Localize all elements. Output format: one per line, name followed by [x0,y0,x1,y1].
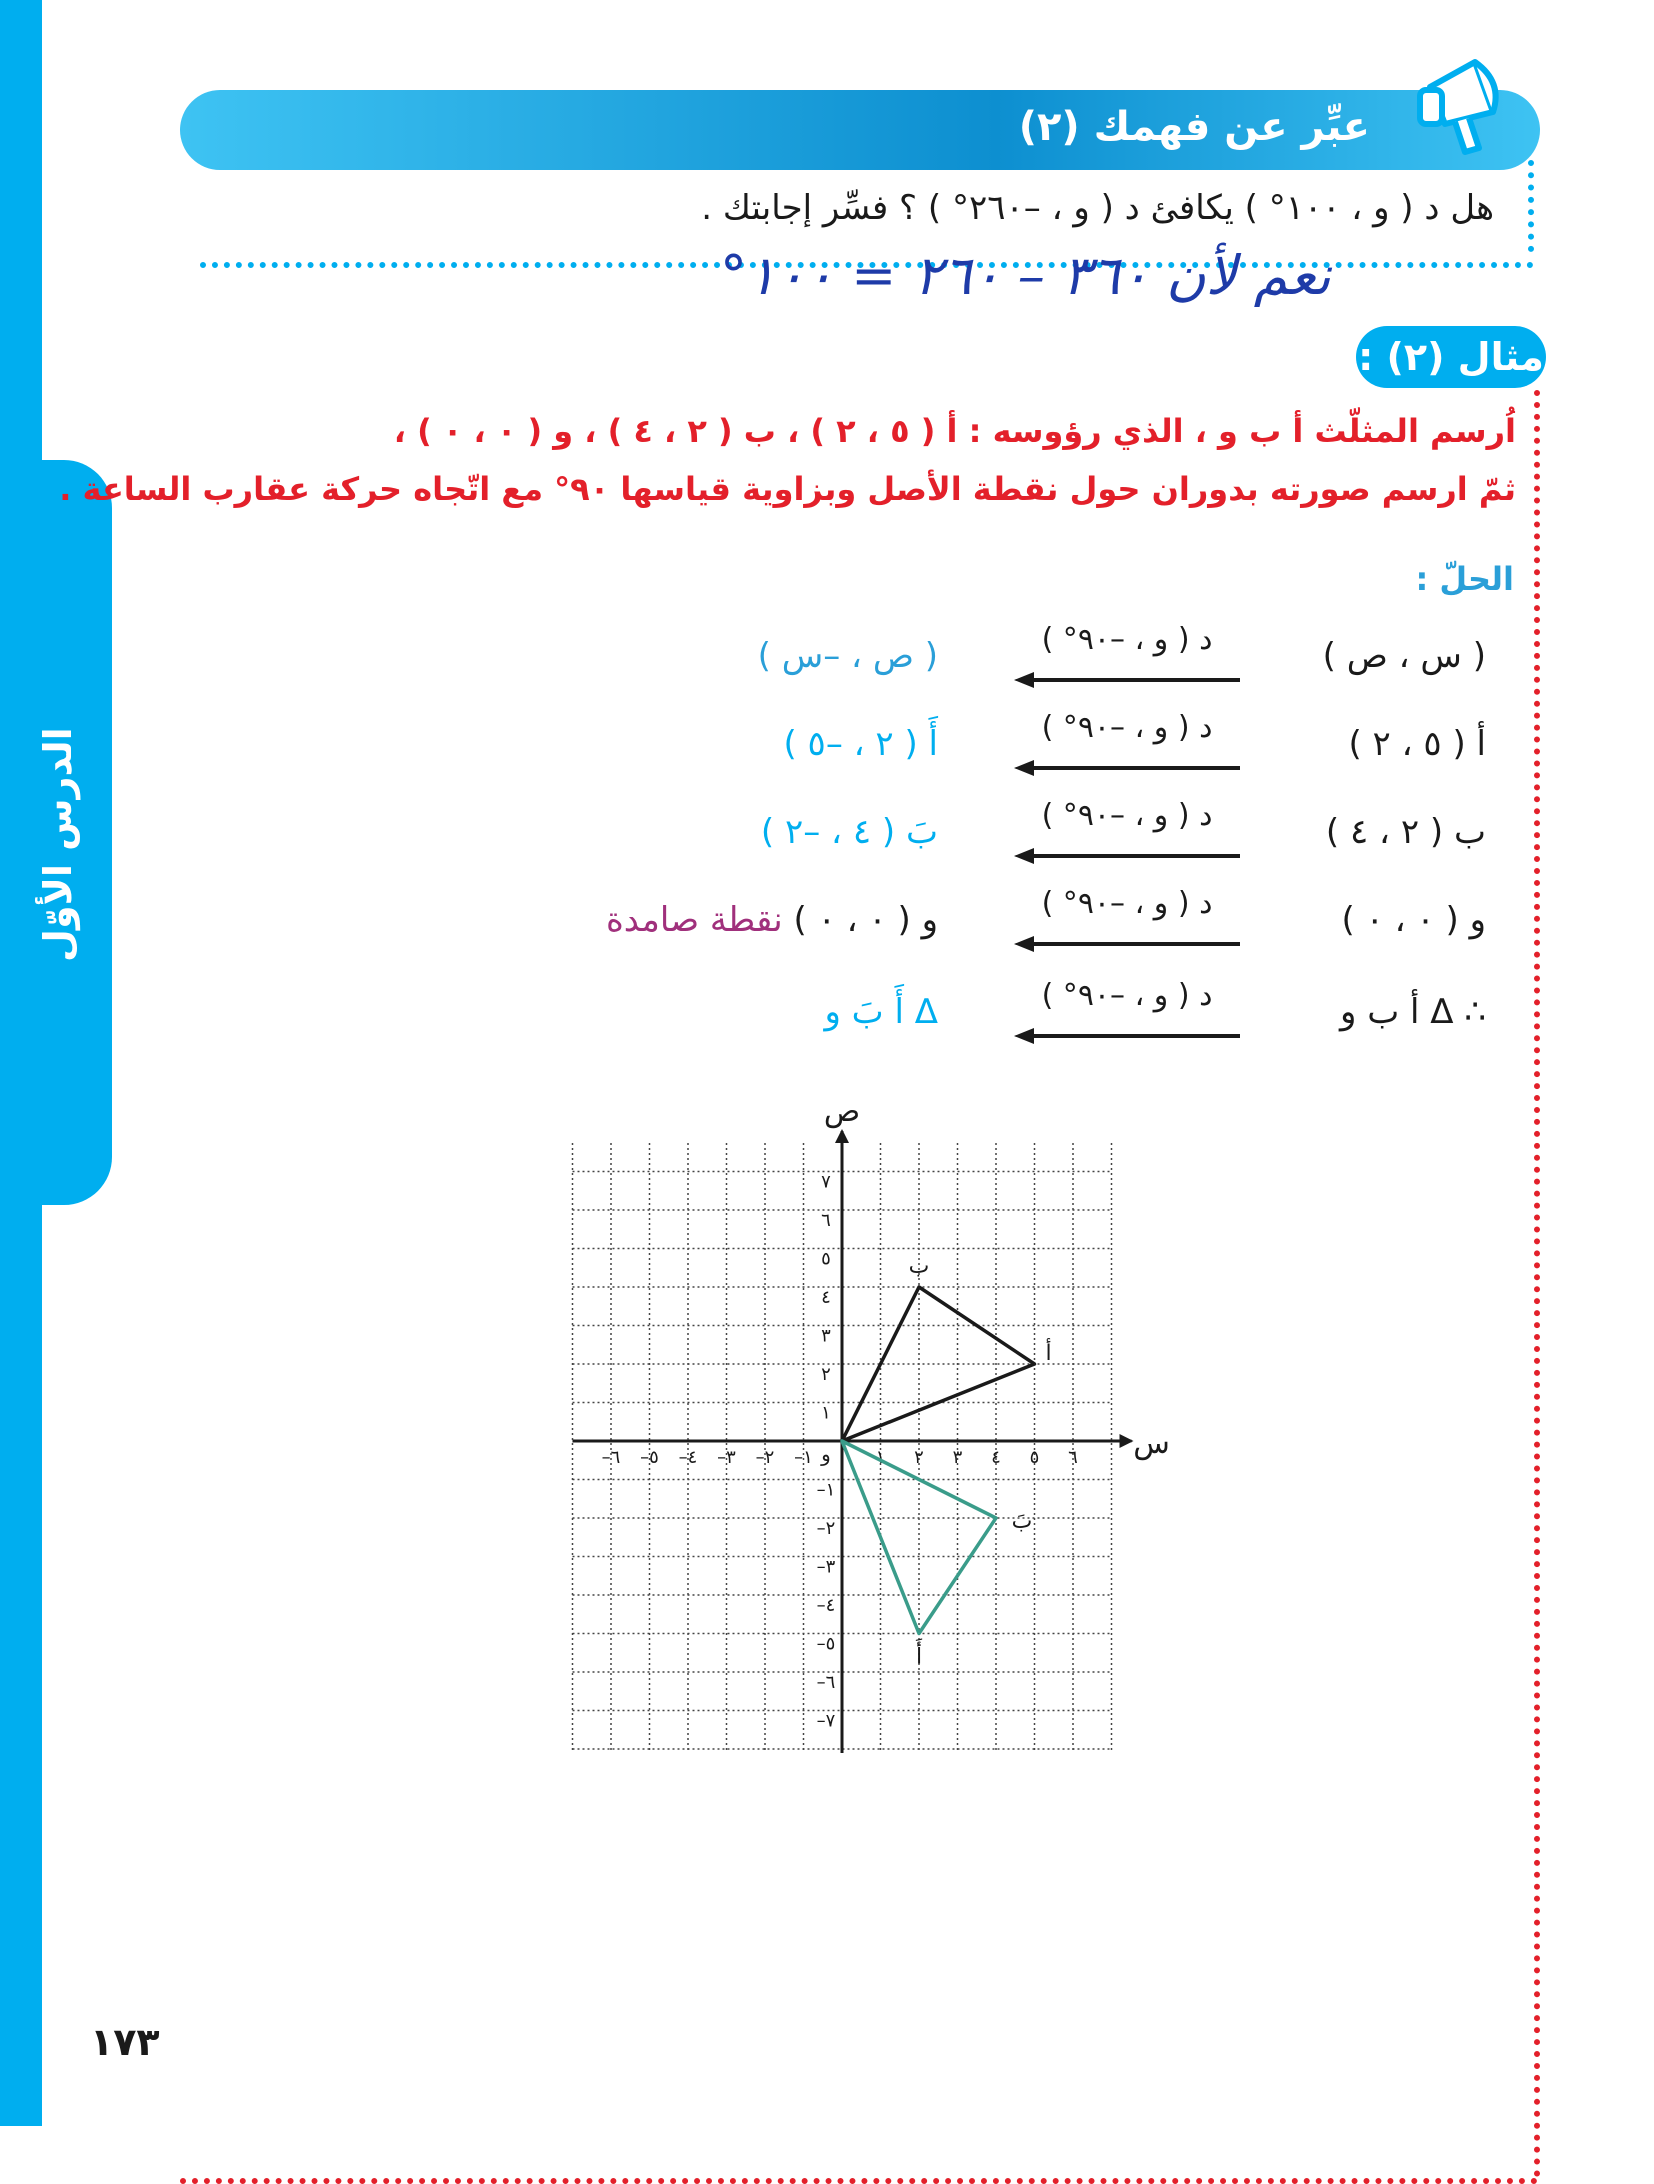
express-understanding-banner [180,90,1540,170]
rotation-arrow-label: د ( و ، –٩٠° ) [1041,710,1213,745]
y-tick-label: ٥ [821,1248,831,1270]
origin-label: و [821,1442,831,1466]
x-tick-label: –٥ [640,1447,659,1468]
row-original: ∴ Δ أ ب و [1339,992,1486,1032]
rotation-arrow-label: د ( و ، –٩٠° ) [1041,622,1213,657]
fixed-point-note: نقطة صامدة [605,900,794,940]
row-image [606,900,938,940]
row-image-coords: بَ ( ٤ ، –٢ ) [760,812,938,852]
y-tick-label: ٢ [821,1364,831,1385]
megaphone-icon [1405,52,1525,162]
x-axis-label: س [1133,1426,1170,1461]
x-tick-label: ٤ [991,1447,1001,1468]
y-tick-label: –٤ [816,1595,836,1616]
x-tick-label: ٦ [1068,1447,1078,1468]
y-tick-label: ٣ [821,1325,831,1347]
vertex-label: أَ [915,1644,923,1670]
row-image-coords: و ( ٠ ، ٠ ) [793,900,938,940]
solution-row [0,798,1654,892]
x-tick-label: ٥ [1029,1447,1040,1468]
y-axis-arrow-icon [835,1129,849,1143]
y-tick-label: –٧ [816,1710,836,1732]
problem-line-2: ثمّ ارسم صورته بدوران حول نقطة الأصل وبزاوية قياسها ٩٠° مع اتّجاه حركة عقارب الساعة . [59,470,1516,508]
blue-dotted-border-right [1528,160,1534,252]
x-tick-label: ٣ [952,1447,963,1468]
solution-row [0,622,1654,716]
x-tick-label: –١ [794,1447,813,1468]
rotation-arrow [1012,798,1242,868]
y-tick-label: –٣ [816,1556,836,1578]
rotation-arrow-label: د ( و ، –٩٠° ) [1041,886,1213,921]
y-tick-label: ٧ [821,1171,831,1193]
solution-row [0,886,1654,980]
row-image-coords: Δ أَ بَ و [824,992,938,1032]
y-tick-label: ٦ [821,1210,831,1231]
row-original: ( س ، ص ) [1322,636,1486,676]
row-image-coords: أَ ( ٢ ، –٥ ) [783,724,938,764]
x-tick-label: –٢ [755,1447,775,1468]
question-text: هل د ( و ، ١٠٠° ) يكافئ د ( و ، –٢٦٠° ) ؟ فسِّر إجابتك . [701,188,1494,228]
row-image [761,812,938,852]
vertex-label: بَ [1011,1509,1033,1534]
solution-label: الحلّ : [1415,560,1514,598]
lesson-tab-label: الدرس الأوّل [36,727,80,963]
page-number: ١٧٣ [90,2020,160,2064]
y-tick-label: ٤ [821,1287,831,1308]
y-tick-label: –٦ [816,1672,836,1693]
coordinate-grid [540,1090,1180,1780]
row-original: ب ( ٢ ، ٤ ) [1325,812,1486,852]
rotation-arrow-label: د ( و ، –٩٠° ) [1041,798,1213,833]
left-arrow-icon [1012,886,1242,956]
solution-row [0,978,1654,1072]
row-image-coords: ( ص ، –س ) [757,636,938,676]
x-axis-arrow-icon [1120,1434,1134,1448]
row-image [824,992,938,1032]
red-dotted-border-bottom [180,2178,1538,2184]
row-original: أ ( ٥ ، ٢ ) [1348,724,1486,764]
row-image [758,636,938,676]
rotation-arrow [1012,710,1242,780]
y-tick-label: –١ [816,1479,836,1501]
rotation-arrow [1012,886,1242,956]
x-tick-label: –٦ [601,1447,621,1468]
x-tick-label: ١ [875,1447,886,1468]
handwritten-answer: نعم لأن ٣٦٠ – ٢٦٠ = ١٠٠° [720,244,1331,307]
rotation-arrow [1012,622,1242,692]
left-arrow-icon [1012,622,1242,692]
vertex-label: أ [1045,1341,1052,1366]
y-tick-label: –٢ [816,1518,836,1539]
vertex-label: ب [908,1254,930,1279]
left-arrow-icon [1012,798,1242,868]
example-label: مثال (٢) : [1356,326,1546,388]
left-arrow-icon [1012,978,1242,1048]
banner-title: عبِّر عن فهمك (٢) [1018,104,1370,150]
solution-row [0,710,1654,804]
y-tick-label: ١ [821,1402,831,1424]
left-arrow-icon [1012,710,1242,780]
rotation-arrow [1012,978,1242,1048]
x-tick-label: –٤ [678,1447,698,1468]
y-tick-label: –٥ [816,1633,836,1655]
y-axis-label: ص [823,1094,861,1129]
problem-line-1: اُرسم المثلّث أ ب و ، الذي رؤوسه : أ ( ٥ ، ٢ ) ، ب ( ٢ ، ٤ ) ، و ( ٠ ، ٠ ) ، [393,412,1516,450]
row-image [783,724,938,764]
row-original: و ( ٠ ، ٠ ) [1341,900,1486,940]
x-tick-label: –٣ [717,1447,736,1468]
x-tick-label: ٢ [914,1447,924,1468]
rotation-arrow-label: د ( و ، –٩٠° ) [1041,978,1213,1013]
